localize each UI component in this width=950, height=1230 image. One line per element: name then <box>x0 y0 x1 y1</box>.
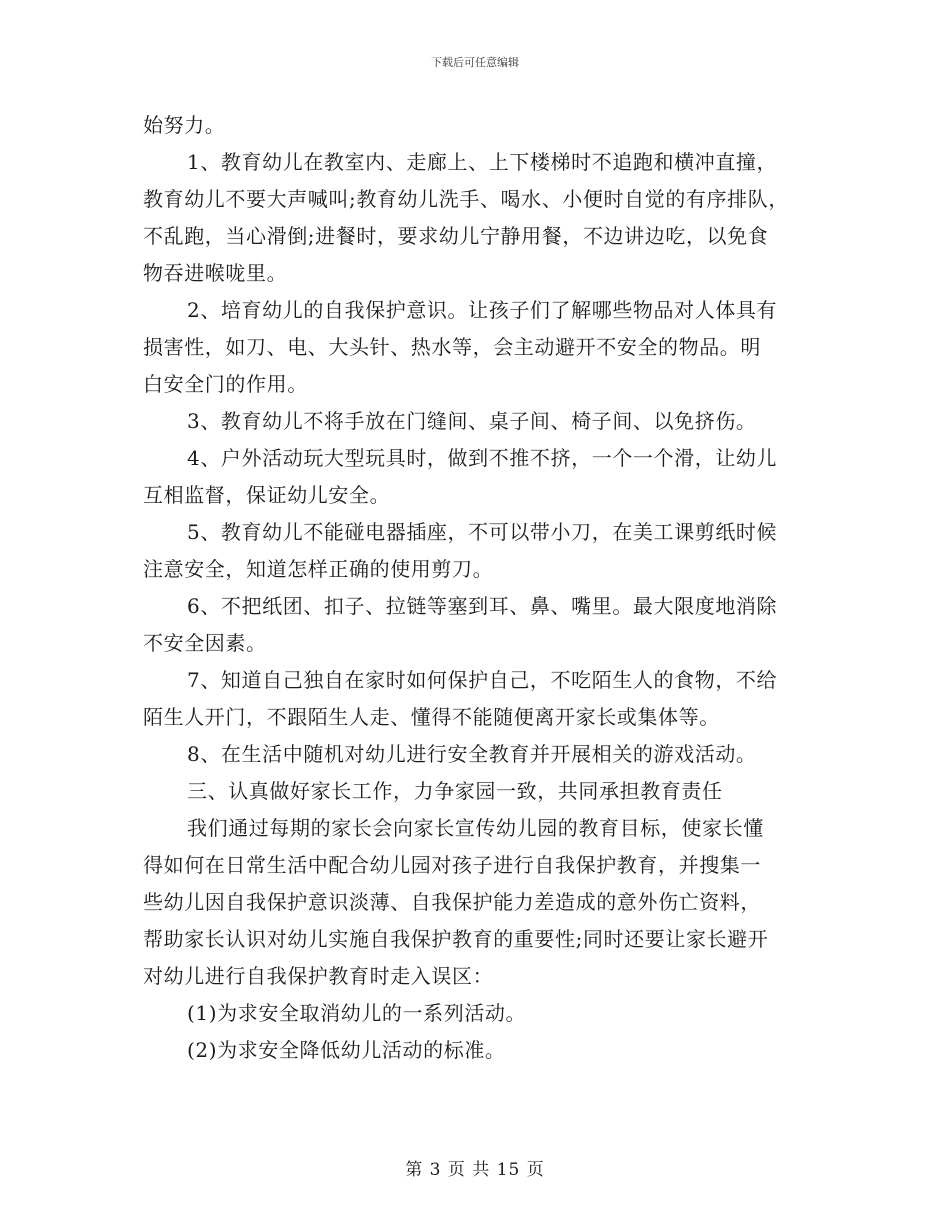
document-body <box>143 107 815 1069</box>
paragraph-start: 我们通过每期的家长会向家长宣传幼儿园的教育目标，使家长懂 <box>187 816 764 840</box>
list-item-6: 6、不把纸团、扣子、拉链等塞到耳、鼻、嘴里。最大限度地消除 <box>187 594 778 618</box>
body-line: 注意安全，知道怎样正确的使用剪刀。 <box>143 557 494 581</box>
page-number: 第 3 页 共 15 页 <box>405 1160 545 1180</box>
body-line: 白安全门的作用。 <box>143 372 308 396</box>
body-line: 互相监督，保证幼儿安全。 <box>143 483 391 507</box>
body-line: 不乱跑，当心滑倒;进餐时，要求幼儿宁静用餐，不边讲边吃，以免食 <box>143 224 769 248</box>
sub-item-1: (1)为求安全取消幼儿的一系列活动。 <box>187 1001 527 1025</box>
list-item-3: 3、教育幼儿不将手放在门缝间、桌子间、椅子间、以免挤伤。 <box>187 409 757 433</box>
body-line: 得如何在日常生活中配合幼儿园对孩子进行自我保护教育，并搜集一 <box>143 853 761 877</box>
sub-item-2: (2)为求安全降低幼儿活动的标准。 <box>187 1038 506 1062</box>
body-line: 不安全因素。 <box>143 631 267 655</box>
body-line: 物吞进喉咙里。 <box>143 261 288 285</box>
list-item-1: 1、教育幼儿在教室内、走廊上、上下楼梯时不追跑和横冲直撞， <box>187 150 778 174</box>
section-heading: 三、认真做好家长工作，力争家园一致，共同承担教育责任 <box>187 779 723 803</box>
body-line: 帮助家长认识对幼儿实施自我保护教育的重要性;同时还要让家长避开 <box>143 927 769 951</box>
page-header: 下载后可任意编辑 <box>431 56 519 69</box>
list-item-7: 7、知道自己独自在家时如何保护自己，不吃陌生人的食物，不给 <box>187 668 778 692</box>
body-line: 损害性，如刀、电、大头针、热水等，会主动避开不安全的物品。明 <box>143 335 761 359</box>
body-line: 对幼儿进行自我保护教育时走入误区： <box>143 964 494 988</box>
list-item-2: 2、培育幼儿的自我保护意识。让孩子们了解哪些物品对人体具有 <box>187 298 778 322</box>
list-item-8: 8、在生活中随机对幼儿进行安全教育并开展相关的游戏活动。 <box>187 742 757 766</box>
body-line: 教育幼儿不要大声喊叫;教育幼儿洗手、喝水、小便时自觉的有序排队， <box>143 187 789 211</box>
list-item-5: 5、教育幼儿不能碰电器插座，不可以带小刀，在美工课剪纸时候 <box>187 520 778 544</box>
body-line: 些幼儿因自我保护意识淡薄、自我保护能力差造成的意外伤亡资料， <box>143 890 761 914</box>
list-item-4: 4、户外活动玩大型玩具时，做到不推不挤，一个一个滑，让幼儿 <box>187 446 778 470</box>
body-line: 始努力。 <box>143 113 226 137</box>
body-line: 陌生人开门，不跟陌生人走、懂得不能随便离开家长或集体等。 <box>143 705 720 729</box>
